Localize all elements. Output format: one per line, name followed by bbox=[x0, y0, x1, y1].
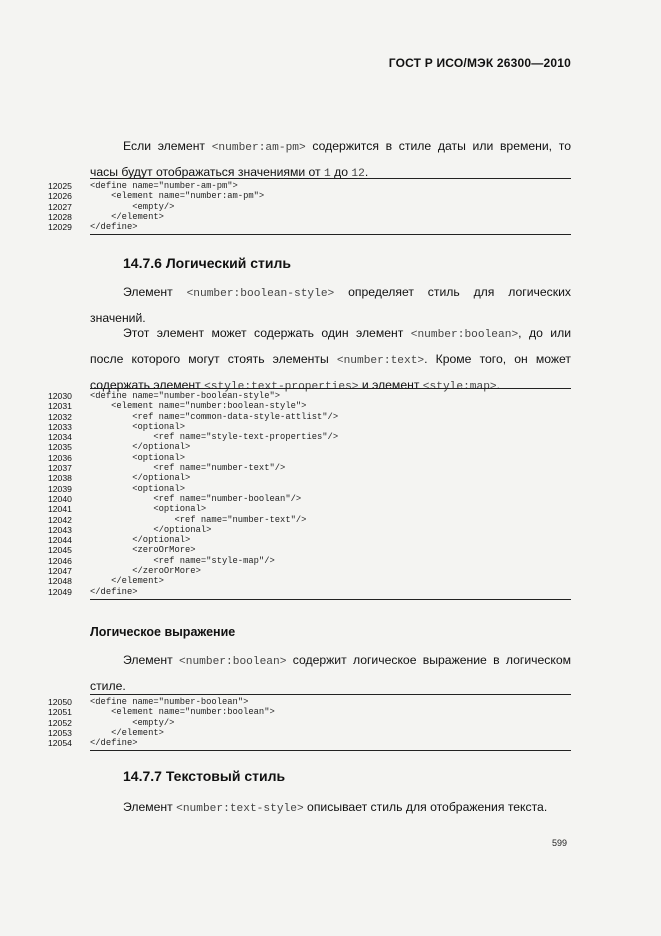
code-text: <optional> bbox=[90, 504, 207, 515]
inline-code: <style:text-properties> bbox=[204, 381, 359, 393]
code-line bbox=[48, 442, 571, 452]
inline-code: <number:text> bbox=[336, 355, 425, 367]
inline-code: <number:boolean> bbox=[179, 656, 287, 668]
line-number: 12051 bbox=[48, 707, 72, 718]
code-text: <define name="number-boolean-style"> bbox=[90, 391, 281, 401]
line-number: 12042 bbox=[48, 514, 72, 525]
line-number: 12038 bbox=[48, 473, 72, 484]
paragraph-boolean-style: Элемент <number:boolean-style> определяет стиль для логических значений. bbox=[90, 285, 571, 325]
code-line bbox=[48, 212, 571, 222]
code-listing-boolean bbox=[48, 694, 571, 751]
standard-header: ГОСТ Р ИСО/МЭК 26300—2010 bbox=[388, 56, 571, 70]
code-line bbox=[48, 422, 571, 432]
line-number: 12032 bbox=[48, 411, 72, 422]
code-line bbox=[48, 494, 571, 504]
code-text: <ref name="style-map"/> bbox=[90, 555, 275, 566]
code-text: <element name="number:boolean-style"> bbox=[90, 401, 307, 412]
line-number: 12053 bbox=[48, 727, 72, 738]
line-number: 12045 bbox=[48, 545, 72, 556]
line-number: 12031 bbox=[48, 401, 72, 412]
line-number: 12050 bbox=[48, 697, 72, 707]
line-number: 12040 bbox=[48, 493, 72, 504]
code-text: <define name="number-boolean"> bbox=[90, 697, 249, 707]
line-number: 12048 bbox=[48, 576, 72, 587]
code-line bbox=[48, 556, 571, 566]
code-text: </element> bbox=[90, 576, 164, 587]
code-line bbox=[48, 191, 571, 201]
line-number: 12036 bbox=[48, 452, 72, 463]
line-number: 12029 bbox=[48, 222, 72, 233]
code-line bbox=[48, 515, 571, 525]
paragraph-boolean-contents: Этот элемент может содержать один элемент <number:boolean>, до или после которого могут стоять элементы <number:text>. Кроме того, он может содержать элемент <style:text-properties> и элемент <style:map>. bbox=[90, 326, 572, 393]
inline-code: <number:boolean> bbox=[410, 329, 519, 341]
code-text: <element name="number:boolean"> bbox=[90, 707, 275, 718]
code-text: <ref name="style-text-properties"/> bbox=[90, 432, 339, 443]
line-number: 12027 bbox=[48, 201, 72, 212]
code-line bbox=[48, 525, 571, 535]
inline-code: <number:text-style> bbox=[176, 803, 304, 815]
line-number: 12043 bbox=[48, 524, 72, 535]
inline-code: 12 bbox=[351, 168, 365, 180]
code-text: </zeroOrMore> bbox=[90, 566, 201, 577]
line-number: 12054 bbox=[48, 738, 72, 749]
code-text: <ref name="common-data-style-attlist"/> bbox=[90, 411, 339, 422]
code-text: <ref name="number-text"/> bbox=[90, 463, 286, 474]
inline-code: <style:map> bbox=[422, 381, 497, 393]
line-number: 12039 bbox=[48, 483, 72, 494]
code-line bbox=[48, 738, 571, 748]
rule-bottom bbox=[90, 750, 571, 751]
code-text: <ref name="number-text"/> bbox=[90, 514, 307, 525]
code-text: </element> bbox=[90, 211, 164, 222]
line-number: 12028 bbox=[48, 211, 72, 222]
code-line bbox=[48, 504, 571, 514]
code-text: </define> bbox=[90, 738, 138, 749]
paragraph-text-style: Элемент <number:text-style> описывает стиль для отображения текста. bbox=[123, 800, 548, 815]
code-text: <zeroOrMore> bbox=[90, 545, 196, 556]
code-line bbox=[48, 401, 571, 411]
line-number: 12030 bbox=[48, 391, 72, 401]
line-number: 12034 bbox=[48, 432, 72, 443]
code-line bbox=[48, 181, 571, 191]
code-listing-am-pm bbox=[48, 178, 571, 235]
code-text: <define name="number-am-pm"> bbox=[90, 181, 238, 191]
code-text: <optional> bbox=[90, 452, 186, 463]
line-number: 12047 bbox=[48, 566, 72, 577]
line-number: 12046 bbox=[48, 555, 72, 566]
code-text: <empty/> bbox=[90, 201, 175, 212]
code-text: </optional> bbox=[90, 442, 191, 453]
subsection-heading-boolean-expression: Логическое выражение bbox=[90, 625, 236, 639]
code-line bbox=[48, 697, 571, 707]
inline-code: <number:am-pm> bbox=[211, 142, 306, 154]
code-listing-boolean-style bbox=[48, 388, 571, 600]
section-heading-boolean-style: 14.7.6 Логический стиль bbox=[123, 255, 291, 271]
paragraph-boolean: Элемент <number:boolean> содержит логическое выражение в логическом стиле. bbox=[90, 653, 571, 693]
code-line bbox=[48, 587, 571, 597]
code-text: </optional> bbox=[90, 524, 212, 535]
line-number: 12026 bbox=[48, 191, 72, 202]
page-number: 599 bbox=[551, 838, 567, 848]
section-heading-text-style: 14.7.7 Текстовый стиль bbox=[123, 768, 286, 784]
code-text: <ref name="number-boolean"/> bbox=[90, 493, 302, 504]
code-line bbox=[48, 718, 571, 728]
code-text: <optional> bbox=[90, 483, 186, 494]
code-line bbox=[48, 707, 571, 717]
line-number: 12025 bbox=[48, 181, 72, 191]
code-text: <element name="number:am-pm"> bbox=[90, 191, 265, 202]
line-number: 12041 bbox=[48, 504, 72, 515]
line-number: 12044 bbox=[48, 535, 72, 546]
rule-bottom bbox=[90, 234, 571, 235]
code-line bbox=[48, 432, 571, 442]
line-number: 12049 bbox=[48, 586, 72, 597]
code-line bbox=[48, 391, 571, 401]
line-number: 12037 bbox=[48, 463, 72, 474]
code-line bbox=[48, 453, 571, 463]
inline-code: <number:boolean-style> bbox=[186, 288, 335, 300]
code-line bbox=[48, 222, 571, 232]
inline-code: 1 bbox=[324, 168, 331, 180]
code-line bbox=[48, 545, 571, 555]
code-text: </optional> bbox=[90, 473, 191, 484]
code-line bbox=[48, 412, 571, 422]
rule-bottom bbox=[90, 599, 571, 600]
code-line bbox=[48, 566, 571, 576]
code-line bbox=[48, 535, 571, 545]
code-line bbox=[48, 728, 571, 738]
code-line bbox=[48, 576, 571, 586]
line-number: 12035 bbox=[48, 442, 72, 453]
code-text: </element> bbox=[90, 727, 164, 738]
line-number: 12033 bbox=[48, 421, 72, 432]
line-number: 12052 bbox=[48, 717, 72, 728]
code-line bbox=[48, 473, 571, 483]
code-line bbox=[48, 484, 571, 494]
paragraph-am-pm: Если элемент <number:am-pm> содержится в стиле даты или времени, то часы будут отображаться значениями от 1 до 12. bbox=[90, 139, 571, 180]
code-text: <empty/> bbox=[90, 717, 175, 728]
code-text: </optional> bbox=[90, 535, 191, 546]
code-text: </define> bbox=[90, 586, 138, 597]
code-text: </define> bbox=[90, 222, 138, 233]
code-text: <optional> bbox=[90, 421, 186, 432]
code-line bbox=[48, 202, 571, 212]
code-line bbox=[48, 463, 571, 473]
